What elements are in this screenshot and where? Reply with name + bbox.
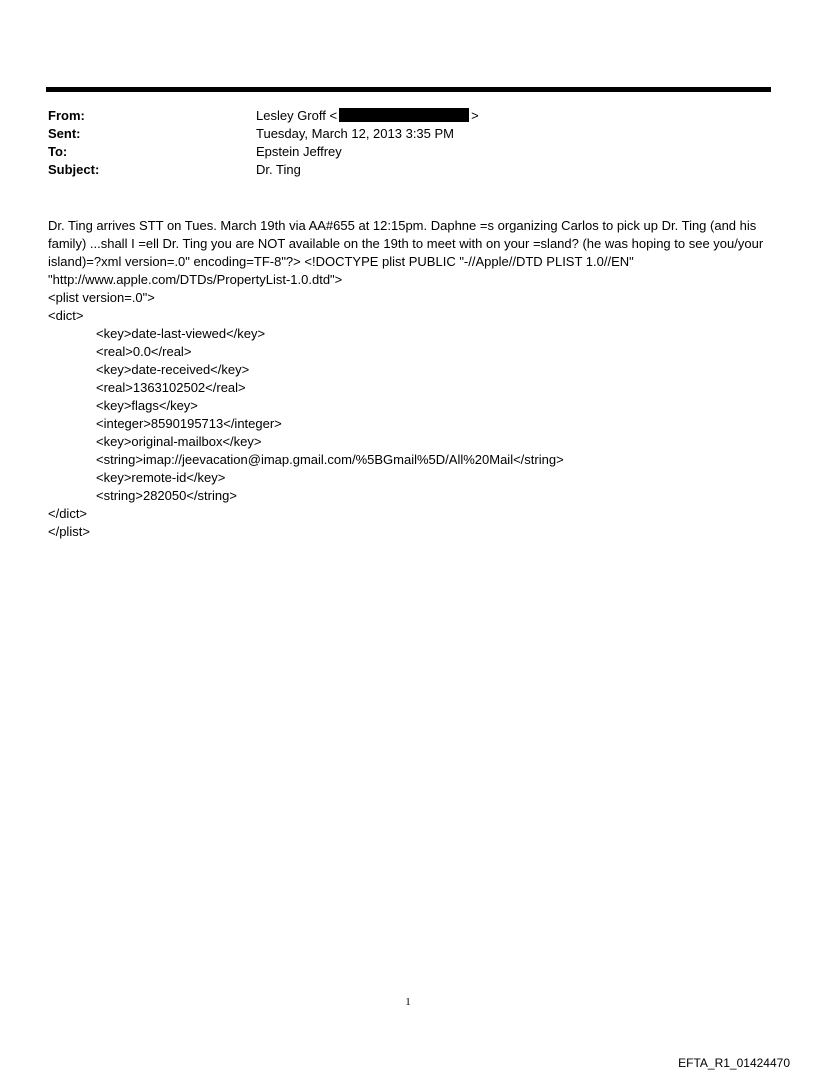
email-body [48,217,768,541]
dict-line: <key>flags</key> [96,398,198,413]
plist-close-line: </plist> [48,524,90,539]
from-name: Lesley Groff < [256,108,338,123]
dict-line: <key>remote-id</key> [96,470,226,485]
header-divider [46,87,771,92]
from-close: > [471,108,479,123]
dict-line: <key>date-last-viewed</key> [96,326,266,341]
from-label: From: [48,108,85,123]
subject-value: Dr. Ting [256,162,301,177]
document-id: EFTA_R1_01424470 [678,1056,790,1070]
page-number: 1 [405,996,411,1008]
to-row [48,143,748,161]
dict-line: <key>date-received</key> [96,362,250,377]
sent-label: Sent: [48,126,81,141]
plist-open-line: <plist version=.0"> [48,290,155,305]
dict-line: <integer>8590195713</integer> [96,416,282,431]
body-paragraph: Dr. Ting arrives STT on Tues. March 19th via AA#655 at 12:15pm. Daphne =s organizing Carlos to pick up Dr. Ting (and his family) ...shall I =ell Dr. Ting you are NOT available on the 19th to meet with on your =sland? (he was hoping to see you/your island)=?xml version=.0" encoding=TF-8"?> <!DOCTYPE plist PUBLIC "-//Apple//DTD PLIST 1.0//EN" "http://www.apple.com/DTDs/PropertyList-1.0.dtd"> [48,218,764,287]
dict-line: <string>imap://jeevacation@imap.gmail.com/%5BGmail%5D/All%20Mail</string> [96,452,564,467]
from-row [48,107,748,125]
dict-line: <real>1363102502</real> [96,380,246,395]
dict-line: <real>0.0</real> [96,344,192,359]
email-header [48,107,748,179]
dict-close-line: </dict> [48,506,88,521]
dict-open-line: <dict> [48,308,84,323]
subject-row [48,161,748,179]
redaction-block [339,108,469,122]
sent-value: Tuesday, March 12, 2013 3:35 PM [256,126,454,141]
dict-line: <key>original-mailbox</key> [96,434,262,449]
subject-label: Subject: [48,162,100,177]
to-value: Epstein Jeffrey [256,144,342,159]
to-label: To: [48,144,68,159]
from-value [256,107,748,125]
dict-line: <string>282050</string> [96,488,237,503]
sent-row [48,125,748,143]
